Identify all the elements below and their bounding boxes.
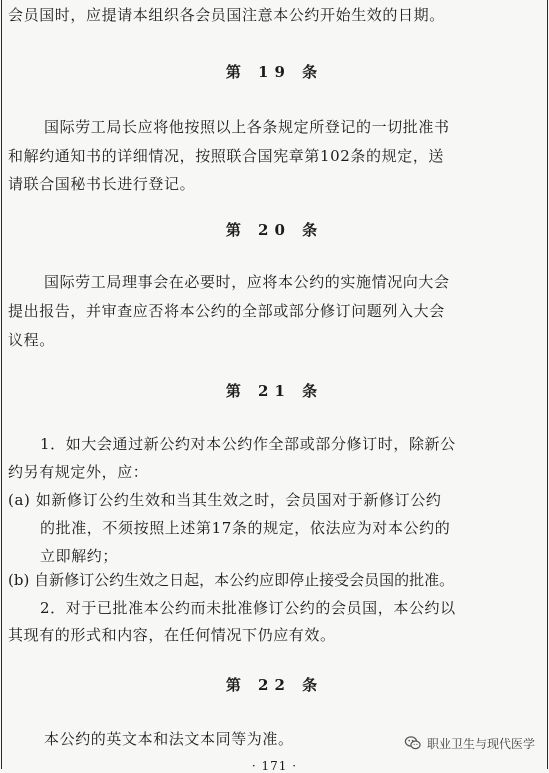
text-line: 会员国时，应提请本组织各会员国注意本公约开始生效的日期。	[8, 6, 445, 24]
text-line: 议程。	[8, 331, 55, 349]
text-line: 国际劳工局理事会在必要时，应将本公约的实施情况向大会	[44, 273, 450, 291]
text-line: 国际劳工局长应将他按照以上各条规定所登记的一切批准书	[44, 118, 450, 136]
text-line: 请联合国秘书长进行登记。	[8, 175, 196, 193]
article-heading-21: 第 21 条	[225, 382, 324, 400]
article-heading-22: 第 22 条	[225, 676, 324, 694]
text-line: 和解约通知书的详细情况，按照联合国宪章第102条的规定，送	[8, 147, 445, 165]
text-line: (b) 自新修订公约生效之日起，本公约应即停止接受会员国的批准。	[8, 571, 455, 589]
watermark	[402, 733, 537, 753]
text-line: 1．如大会通过新公约对本公约作全部或部分修订时，除新公	[40, 435, 456, 453]
text-line: 立即解约；	[40, 547, 119, 565]
text-line: 的批准，不须按照上述第17条的规定，依法应为对本公约的	[40, 519, 451, 537]
text-line: 约另有规定外，应：	[8, 463, 149, 481]
text-line: 提出报告，并审查应否将本公约的全部或部分修订问题列入大会	[8, 302, 445, 320]
article-heading-20: 第 20 条	[225, 221, 324, 239]
wechat-icon	[404, 734, 422, 752]
page-number: · 171 ·	[251, 759, 298, 773]
text-line: 2．对于已批准本公约而未批准修订公约的会员国，本公约以	[40, 599, 456, 617]
text-line: (a) 如新修订公约生效和当其生效之时，会员国对于新修订公约	[8, 491, 442, 509]
text-line: 本公约的英文本和法文本同等为准。	[44, 730, 294, 748]
text-line: 其现有的形式和内容，在任何情况下仍应有效。	[8, 626, 336, 644]
watermark-text: 职业卫生与现代医学	[426, 736, 535, 751]
article-heading-19: 第 19 条	[225, 63, 324, 81]
